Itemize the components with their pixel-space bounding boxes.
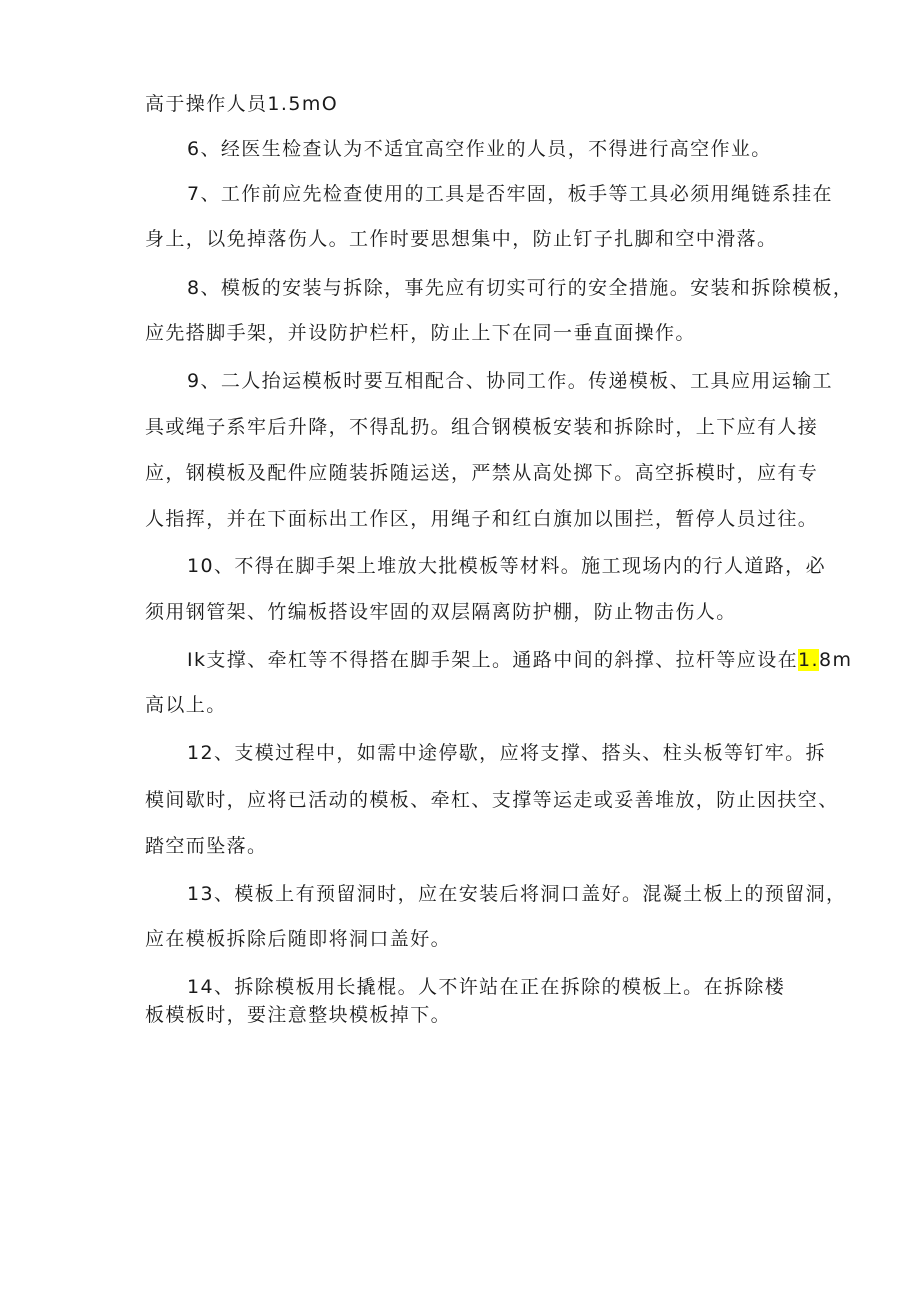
item-6-line-1: 6、经医生检查认为不适宜高空作业的人员，不得进行高空作业。: [187, 138, 772, 160]
item-10-line-2: 须用钢管架、竹编板搭设牢固的双层隔离防护棚，防止物击伤人。: [145, 601, 737, 623]
item-11-line-1: [187, 648, 852, 672]
continuation-line: 高于操作人员1.5mO: [145, 93, 339, 115]
highlighted-text: 1.: [798, 649, 819, 671]
item-8-line-1: 8、模板的安装与拆除，事先应有切实可行的安全措施。安装和拆除模板，: [187, 277, 854, 299]
item-11-line-2: 高以上。: [145, 694, 227, 716]
item-14-line-1: 14、拆除模板用长撬棍。人不许站在正在拆除的模板上。在拆除楼: [187, 976, 786, 998]
item-12-line-3: 踏空而坠落。: [145, 835, 268, 857]
item-13-line-2: 应在模板拆除后随即将洞口盖好。: [145, 928, 452, 950]
item-9-line-3: 应，钢模板及配件应随装拆随运送，严禁从高处掷下。高空拆模时，应有专: [145, 462, 819, 484]
item-10-line-1: 10、不得在脚手架上堆放大批模板等材料。施工现场内的行人道路，必: [187, 555, 826, 577]
item-13-line-1: 13、模板上有预留洞时，应在安装后将洞口盖好。混凝土板上的预留洞，: [187, 883, 847, 905]
item-12-line-1: 12、支模过程中，如需中途停歇，应将支撑、搭头、柱头板等钉牢。拆: [187, 742, 826, 764]
item-9-line-1: 9、二人抬运模板时要互相配合、协同工作。传递模板、工具应用运输工: [187, 370, 833, 392]
item-8-line-2: 应先搭脚手架，并设防护栏杆，防止上下在同一垂直面操作。: [145, 322, 696, 344]
item-11-text-post: 8m: [818, 649, 853, 671]
item-12-line-2: 模间歇时，应将已活动的模板、牵杠、支撑等运走或妥善堆放，防止因扶空、: [145, 789, 839, 811]
item-9-line-2: 具或绳子系牢后升降，不得乱扔。组合钢模板安装和拆除时，上下应有人接: [145, 416, 819, 438]
item-7-line-2: 身上，以免掉落伤人。工作时要思想集中，防止钉子扎脚和空中滑落。: [145, 228, 778, 250]
item-11-text-pre: Ik支撑、牵杠等不得搭在脚手架上。通路中间的斜撑、拉杆等应设在: [187, 649, 799, 671]
item-14-line-2: 板模板时，要注意整块模板掉下。: [145, 1004, 452, 1026]
item-9-line-4: 人指挥，并在下面标出工作区，用绳子和红白旗加以围拦，暂停人员过往。: [145, 508, 819, 530]
item-7-line-1: 7、工作前应先检查使用的工具是否牢固，板手等工具必须用绳链系挂在: [187, 183, 833, 205]
